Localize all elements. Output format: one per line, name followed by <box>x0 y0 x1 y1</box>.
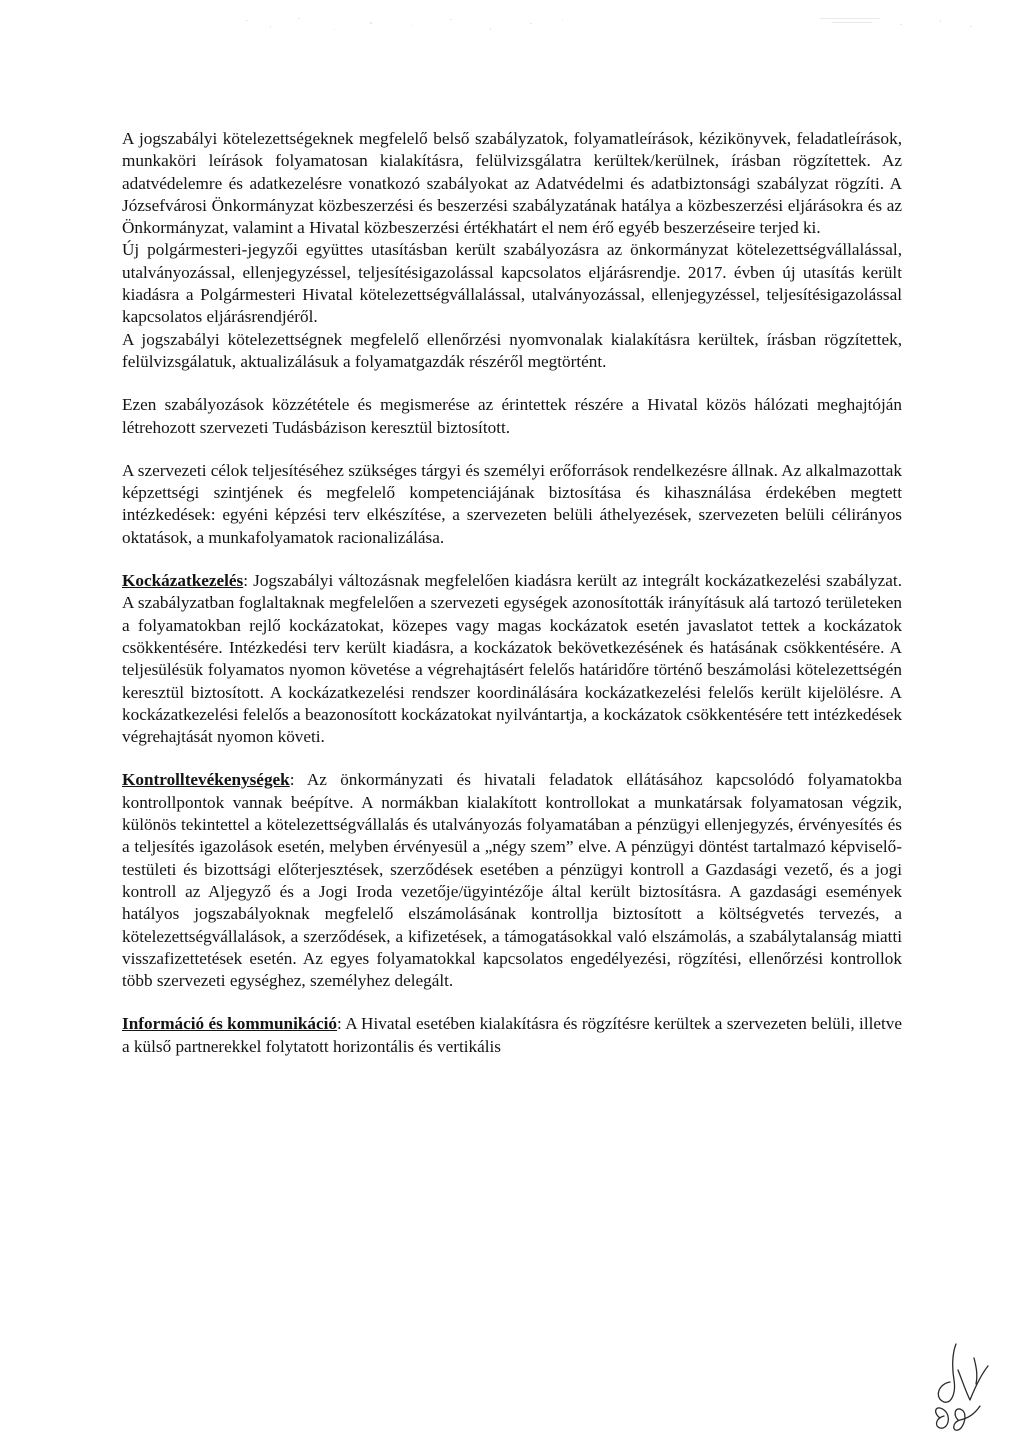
paragraph-gap <box>122 992 902 1013</box>
paragraph-resources: A szervezeti célok teljesítéséhez szükséges tárgyi és személyi erőforrások rendelkezésre állnak. Az alkalmazottak képzettségi szintjének és megfelelő kompetenciájának biztosítása és kihasználása érdekében megtett intézkedések: egyéni képzési terv elkészítése, a szervezeten belüli áthelyezések, szervezeten belüli célirányos oktatások, a munkafolyamatok racionalizálása. <box>122 460 902 547</box>
paragraph-internal-regulations: A jogszabályi kötelezettségeknek megfelelő belső szabályzatok, folyamatleírások, kézikönyvek, feladatleírások, munkaköri leírások folyamatosan kialakításra, felülvizsgálatra kerültek/kerülnek, írásban rögzítettek. Az adatvédelemre és adatkezelésre vonatkozó szabályokat az Adatvédelmi és adatbiztonsági szabályzat rögzíti. A Józsefvárosi Önkormányzat közbeszerzési és beszerzési szabályzatának hatálya a közbeszerzési eljárásokra és az Önkormányzat, valamint a Hivatal közbeszerzési értékhatárt el nem érő egyéb beszerzéseire terjed ki. <box>122 129 902 238</box>
paragraph-gap <box>122 439 902 460</box>
section-body-risk-management: : Jogszabályi változásnak megfelelően kiadásra került az integrált kockázatkezelési szabályzat. A szabályzatban foglaltaknak megfelelően a szervezeti egységek azonosították irányításuk alá tartozó területeken a folyamatokban rejlő kockázatokat, közepes vagy magas kockázatok esetén javaslatot tettek a kockázatok csökkentésére. Intézkedési terv került kiadásra, a kockázatok bekövetkezésének és hatásának csökkentésére. A teljesülésük folyamatos nyomon követése a végrehajtásért felelős határidőre történő beszámolási kötelezettségén keresztül biztosított. A kockázatkezelési rendszer koordinálására kockázatkezelési felelős került kijelölésre. A kockázatkezelési felelős a beazonosított kockázatokat nyilvántartja, a kockázatok csökkentésére tett intézkedések végrehajtását nyomon követi. <box>122 571 902 747</box>
scan-noise-top-right <box>780 14 1000 36</box>
section-information-communication <box>122 1013 902 1058</box>
section-body-control-activities: : Az önkormányzati és hivatali feladatok ellátásához kapcsolódó folyamatokba kontrollpontok vannak beépítve. A normákban kialakított kontrollokat a munkatársak folyamatosan végzik, különös tekintettel a kötelezettségvállalás és utalványozás folyamatában a pénzügyi ellenjegyzés, érvényesítés és a teljesítés igazolások esetén, melyben érvényesül a „négy szem” elve. A pénzügyi döntést tartalmazó képviselő-testületi és bizottsági előterjesztések, szerződések esetében a pénzügyi kontroll a Gazdasági vezető, és a jogi kontroll az Aljegyző és a Jogi Iroda vezetője/ügyintézője által került biztosításra. A gazdasági események hatályos jogszabályoknak megfelelő elszámolásának kontrollja biztosított a költségvetés tervezés, a kötelezettségvállalások, a szerződések, a kifizetések, a támogatásokkal való elszámolás, a szabálytalanság miatti visszafizettetések esetén. Az egyes folyamatokkal kapcsolatos engedélyezési, rögzítési, ellenőrzési kontrollok több szervezeti egységhez, személyhez delegált. <box>122 770 902 991</box>
handwritten-signature <box>930 1340 1000 1440</box>
paragraph-joint-instruction: Új polgármesteri-jegyzői együttes utasításban került szabályozásra az önkormányzat kötelezettségvállalással, utalványozással, ellenjegyzéssel, teljesítésigazolással kapcsolatos eljárásrendje. 2017. évben új utasítás került kiadásra a Polgármesteri Hivatal kötelezettségvállalással, utalványozással, ellenjegyzéssel, teljesítésigazolással kapcsolatos eljárásrendjéről. <box>122 240 902 327</box>
section-heading-information-communication: Információ és kommunikáció <box>122 1014 338 1034</box>
paragraph-audit-trails: A jogszabályi kötelezettségnek megfelelő ellenőrzési nyomvonalak kialakításra kerültek, írásban rögzítettek, felülvizsgálatuk, aktualizálásuk a folyamatgazdák részéről megtörtént. <box>122 329 902 371</box>
section-risk-management <box>122 570 902 748</box>
section-control-activities <box>122 769 902 992</box>
paragraph-gap <box>122 748 902 769</box>
paragraph-knowledge-base: Ezen szabályozások közzététele és megismerése az érintettek részére a Hivatal közös hálózati meghajtóján létrehozott szervezeti Tudásbázison keresztül biztosított. <box>122 395 902 437</box>
paragraph-gap <box>122 549 902 570</box>
document-body <box>122 128 902 1058</box>
scan-noise-top <box>240 14 580 36</box>
section-heading-risk-management: Kockázatkezelés <box>122 571 244 591</box>
paragraph-gap <box>122 373 902 394</box>
section-body-information-communication: : A Hivatal esetében kialakításra és rögzítésre kerültek a szervezeten belüli, illetve a külső partnerekkel folytatott horizontális és vertikális <box>122 1014 902 1056</box>
section-heading-control-activities: Kontrolltevékenységek <box>122 770 290 790</box>
